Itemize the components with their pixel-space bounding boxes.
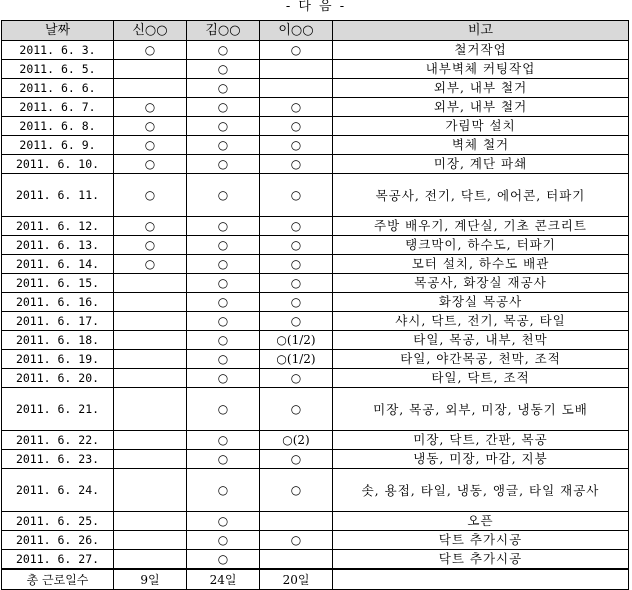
- date-cell: 2011. 6. 25.: [2, 512, 114, 531]
- column-header-note: 비고: [333, 21, 629, 41]
- table-row: [2, 155, 629, 174]
- worker1-cell: ○: [114, 117, 187, 136]
- date-cell: 2011. 6. 7.: [2, 98, 114, 117]
- worker2-cell: ○: [187, 293, 260, 312]
- table-row: [2, 236, 629, 255]
- table-row: [2, 174, 629, 217]
- note-cell: 미장, 닥트, 간판, 목공: [333, 431, 629, 450]
- worker2-cell: ○: [187, 255, 260, 274]
- table-row: [2, 136, 629, 155]
- totals-note: [333, 569, 629, 590]
- worker3-cell: ○: [260, 236, 333, 255]
- worker2-cell: ○: [187, 274, 260, 293]
- table-row: [2, 512, 629, 531]
- worker2-cell: ○: [187, 550, 260, 570]
- worker1-cell: [114, 388, 187, 431]
- worker3-cell: ○: [260, 274, 333, 293]
- table-row: [2, 331, 629, 350]
- table-row: [2, 531, 629, 550]
- table-row: [2, 550, 629, 570]
- date-cell: 2011. 6. 18.: [2, 331, 114, 350]
- totals-worker2: 24일: [187, 569, 260, 590]
- note-cell: 외부, 내부 철거: [333, 98, 629, 117]
- worker3-cell: [260, 79, 333, 98]
- worker1-cell: [114, 469, 187, 512]
- worker3-cell: ○(1/2): [260, 331, 333, 350]
- totals-worker1: 9일: [114, 569, 187, 590]
- note-cell: 목공사, 화장실 재공사: [333, 274, 629, 293]
- column-header-worker3: 이○○: [260, 21, 333, 41]
- worker1-cell: [114, 350, 187, 369]
- worker3-cell: ○(1/2): [260, 350, 333, 369]
- worker3-cell: ○: [260, 136, 333, 155]
- date-cell: 2011. 6. 27.: [2, 550, 114, 570]
- note-cell: 철거작업: [333, 41, 629, 60]
- date-cell: 2011. 6. 21.: [2, 388, 114, 431]
- table-row: [2, 255, 629, 274]
- worker2-cell: ○: [187, 512, 260, 531]
- worker2-cell: ○: [187, 136, 260, 155]
- worker2-cell: ○: [187, 469, 260, 512]
- note-cell: 모터 설치, 하수도 배관: [333, 255, 629, 274]
- worker2-cell: ○: [187, 331, 260, 350]
- worker2-cell: ○: [187, 312, 260, 331]
- worker1-cell: [114, 512, 187, 531]
- worker3-cell: ○: [260, 369, 333, 388]
- note-cell: 목공사, 전기, 닥트, 에어콘, 터파기: [333, 174, 629, 217]
- note-cell: 샤시, 닥트, 전기, 목공, 타일: [333, 312, 629, 331]
- date-cell: 2011. 6. 16.: [2, 293, 114, 312]
- worker2-cell: ○: [187, 369, 260, 388]
- note-cell: 외부, 내부 철거: [333, 79, 629, 98]
- date-cell: 2011. 6. 6.: [2, 79, 114, 98]
- note-cell: 닥트 추가시공: [333, 550, 629, 570]
- date-cell: 2011. 6. 9.: [2, 136, 114, 155]
- worker2-cell: ○: [187, 217, 260, 236]
- table-body: [2, 41, 629, 570]
- worker3-cell: ○: [260, 469, 333, 512]
- column-header-worker2: 김○○: [187, 21, 260, 41]
- worker1-cell: ○: [114, 98, 187, 117]
- worker2-cell: ○: [187, 79, 260, 98]
- note-cell: 가림막 설치: [333, 117, 629, 136]
- worker1-cell: [114, 312, 187, 331]
- note-cell: 화장실 목공사: [333, 293, 629, 312]
- note-cell: 오픈: [333, 512, 629, 531]
- worker3-cell: ○: [260, 293, 333, 312]
- worker2-cell: ○: [187, 117, 260, 136]
- date-cell: 2011. 6. 24.: [2, 469, 114, 512]
- worker1-cell: ○: [114, 255, 187, 274]
- worker2-cell: ○: [187, 431, 260, 450]
- date-cell: 2011. 6. 17.: [2, 312, 114, 331]
- table-row: [2, 388, 629, 431]
- column-header-date: 날짜: [2, 21, 114, 41]
- date-cell: 2011. 6. 23.: [2, 450, 114, 469]
- worker1-cell: [114, 550, 187, 570]
- table-row: [2, 274, 629, 293]
- worker3-cell: ○: [260, 388, 333, 431]
- date-cell: 2011. 6. 10.: [2, 155, 114, 174]
- note-cell: 타일, 목공, 내부, 천막: [333, 331, 629, 350]
- note-cell: 타일, 닥트, 조적: [333, 369, 629, 388]
- worker3-cell: ○: [260, 312, 333, 331]
- date-cell: 2011. 6. 20.: [2, 369, 114, 388]
- table-row: [2, 217, 629, 236]
- table-row: [2, 60, 629, 79]
- worker2-cell: ○: [187, 98, 260, 117]
- worker1-cell: ○: [114, 136, 187, 155]
- table-row: [2, 98, 629, 117]
- worker2-cell: ○: [187, 155, 260, 174]
- worker1-cell: ○: [114, 236, 187, 255]
- worker1-cell: [114, 431, 187, 450]
- worker3-cell: ○: [260, 155, 333, 174]
- date-cell: 2011. 6. 14.: [2, 255, 114, 274]
- work-schedule-table: [1, 20, 629, 590]
- worker1-cell: [114, 79, 187, 98]
- worker1-cell: [114, 60, 187, 79]
- worker1-cell: [114, 331, 187, 350]
- column-header-worker1: 신○○: [114, 21, 187, 41]
- worker1-cell: [114, 293, 187, 312]
- note-cell: 벽체 철거: [333, 136, 629, 155]
- totals-worker3: 20일: [260, 569, 333, 590]
- worker3-cell: ○: [260, 531, 333, 550]
- worker3-cell: ○: [260, 117, 333, 136]
- worker1-cell: ○: [114, 155, 187, 174]
- table-row: [2, 450, 629, 469]
- table-row: [2, 369, 629, 388]
- worker3-cell: [260, 512, 333, 531]
- worker1-cell: [114, 531, 187, 550]
- note-cell: 타일, 야간목공, 천막, 조적: [333, 350, 629, 369]
- table-row: [2, 350, 629, 369]
- date-cell: 2011. 6. 13.: [2, 236, 114, 255]
- worker3-cell: ○: [260, 98, 333, 117]
- date-cell: 2011. 6. 22.: [2, 431, 114, 450]
- totals-label: 총 근로일수: [2, 569, 114, 590]
- table-row: [2, 79, 629, 98]
- header-row: [2, 21, 629, 41]
- date-cell: 2011. 6. 26.: [2, 531, 114, 550]
- worker2-cell: ○: [187, 236, 260, 255]
- table-row: [2, 312, 629, 331]
- note-cell: 내부벽체 커팅작업: [333, 60, 629, 79]
- worker3-cell: ○: [260, 255, 333, 274]
- worker2-cell: ○: [187, 60, 260, 79]
- worker3-cell: ○: [260, 450, 333, 469]
- note-cell: 닥트 추가시공: [333, 531, 629, 550]
- table-row: [2, 431, 629, 450]
- worker3-cell: ○: [260, 217, 333, 236]
- note-cell: 미장, 계단 파쇄: [333, 155, 629, 174]
- worker1-cell: [114, 369, 187, 388]
- date-cell: 2011. 6. 15.: [2, 274, 114, 293]
- table-row: [2, 41, 629, 60]
- worker2-cell: ○: [187, 174, 260, 217]
- worker1-cell: ○: [114, 217, 187, 236]
- worker2-cell: ○: [187, 41, 260, 60]
- table-row: [2, 293, 629, 312]
- worker2-cell: ○: [187, 450, 260, 469]
- worker2-cell: ○: [187, 531, 260, 550]
- note-cell: 냉동, 미장, 마감, 지붕: [333, 450, 629, 469]
- date-cell: 2011. 6. 8.: [2, 117, 114, 136]
- worker1-cell: ○: [114, 41, 187, 60]
- worker1-cell: [114, 274, 187, 293]
- date-cell: 2011. 6. 3.: [2, 41, 114, 60]
- worker3-cell: ○(2): [260, 431, 333, 450]
- worker3-cell: [260, 550, 333, 570]
- totals-row: [2, 569, 629, 590]
- date-cell: 2011. 6. 5.: [2, 60, 114, 79]
- section-heading: - 다 음 -: [285, 0, 347, 14]
- note-cell: 탱크막이, 하수도, 터파기: [333, 236, 629, 255]
- worker3-cell: [260, 60, 333, 79]
- worker1-cell: [114, 450, 187, 469]
- worker1-cell: ○: [114, 174, 187, 217]
- worker2-cell: ○: [187, 350, 260, 369]
- table-row: [2, 469, 629, 512]
- worker3-cell: ○: [260, 41, 333, 60]
- note-cell: 미장, 목공, 외부, 미장, 냉동기 도배: [333, 388, 629, 431]
- date-cell: 2011. 6. 19.: [2, 350, 114, 369]
- date-cell: 2011. 6. 11.: [2, 174, 114, 217]
- note-cell: 솟, 용접, 타일, 냉동, 앵글, 타일 재공사: [333, 469, 629, 512]
- worker3-cell: ○: [260, 174, 333, 217]
- worker2-cell: ○: [187, 388, 260, 431]
- date-cell: 2011. 6. 12.: [2, 217, 114, 236]
- note-cell: 주방 배우기, 계단실, 기초 콘크리트: [333, 217, 629, 236]
- table-row: [2, 117, 629, 136]
